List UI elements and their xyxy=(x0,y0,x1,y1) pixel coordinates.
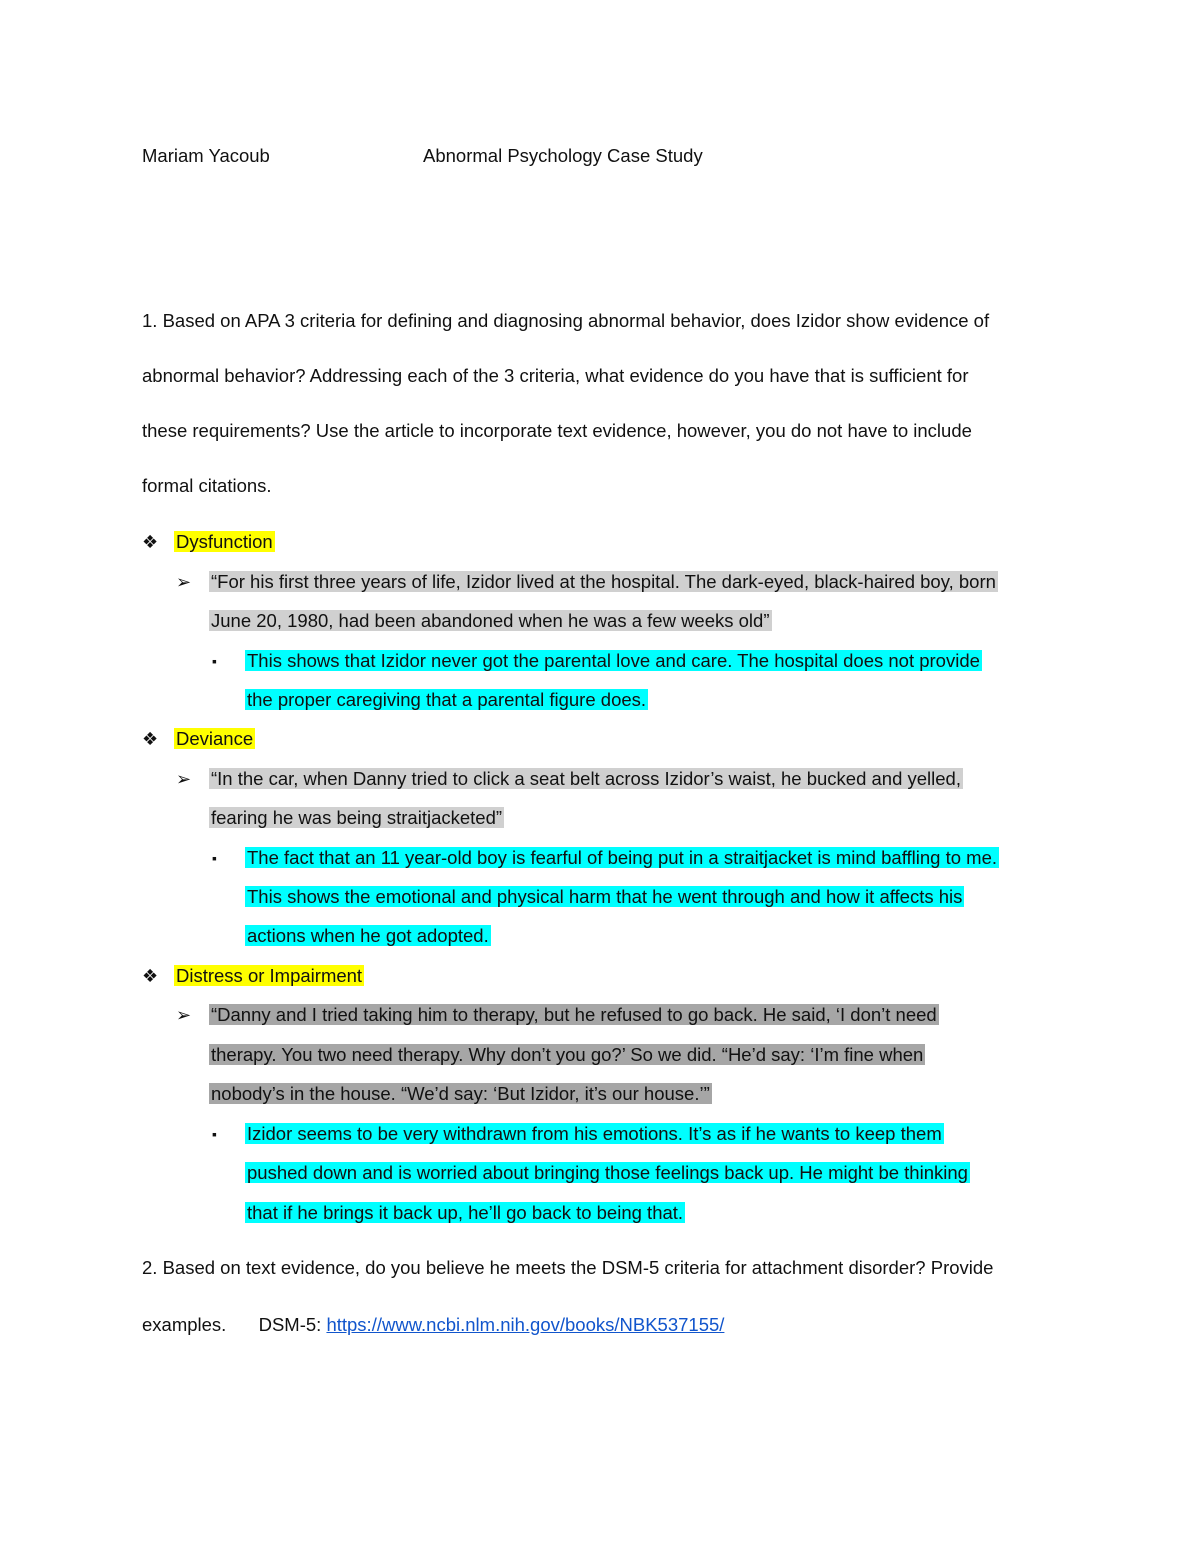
arrowhead-bullet-icon: ➢ xyxy=(176,1005,192,1025)
analysis-line: the proper caregiving that a parental figure does. xyxy=(247,689,647,710)
document-title: Abnormal Psychology Case Study xyxy=(423,145,703,166)
square-bullet-icon: ▪ xyxy=(212,850,217,866)
dsm-label: DSM-5: xyxy=(258,1314,322,1335)
q2-line: 2. Based on text evidence, do you believe he meets the DSM-5 criteria for attachment disorder? Provide xyxy=(142,1257,994,1278)
quote-line: “Danny and I tried taking him to therapy, but he refused to go back. He said, ‘I don’t need xyxy=(211,1004,937,1025)
quote-line: therapy. You two need therapy. Why don’t you go?’ So we did. “He’d say: ‘I’m fine when xyxy=(211,1044,924,1065)
q2-prefix: examples. xyxy=(142,1314,227,1335)
analysis-line: that if he brings it back up, he’ll go back to being that. xyxy=(247,1202,684,1223)
dsm-link[interactable]: https://www.ncbi.nlm.nih.gov/books/NBK537155/ xyxy=(326,1314,725,1335)
q1-line: these requirements? Use the article to incorporate text evidence, however, you do not have to include xyxy=(142,420,972,441)
analysis-line: This shows that Izidor never got the parental love and care. The hospital does not provide xyxy=(247,650,980,671)
arrowhead-bullet-icon: ➢ xyxy=(176,572,192,592)
diamond-bullet-icon: ❖ xyxy=(142,966,159,986)
analysis-line: This shows the emotional and physical harm that he went through and how it affects his xyxy=(247,886,963,907)
q1-line: abnormal behavior? Addressing each of the 3 criteria, what evidence do you have that is sufficient for xyxy=(142,365,969,386)
diamond-bullet-icon: ❖ xyxy=(142,532,159,552)
diamond-bullet-icon: ❖ xyxy=(142,729,159,749)
q1-line: formal citations. xyxy=(142,475,272,496)
quote-line: nobody’s in the house. “We’d say: ‘But Izidor, it’s our house.’” xyxy=(211,1083,710,1104)
analysis-line: pushed down and is worried about bringing those feelings back up. He might be thinking xyxy=(247,1162,968,1183)
criterion-heading: Dysfunction xyxy=(176,531,273,552)
criterion-heading: Distress or Impairment xyxy=(176,965,363,986)
criterion-heading: Deviance xyxy=(176,728,254,749)
quote-line: fearing he was being straitjacketed” xyxy=(211,807,503,828)
quote-line: “In the car, when Danny tried to click a seat belt across Izidor’s waist, he bucked and yelled, xyxy=(211,768,961,789)
author-name: Mariam Yacoub xyxy=(142,145,270,166)
square-bullet-icon: ▪ xyxy=(212,1126,217,1142)
quote-line: June 20, 1980, had been abandoned when he was a few weeks old” xyxy=(211,610,770,631)
analysis-line: Izidor seems to be very withdrawn from his emotions. It’s as if he wants to keep them xyxy=(247,1123,942,1144)
square-bullet-icon: ▪ xyxy=(212,653,217,669)
arrowhead-bullet-icon: ➢ xyxy=(176,769,192,789)
analysis-line: The fact that an 11 year-old boy is fearful of being put in a straitjacket is mind baffling to me. xyxy=(247,847,997,868)
q2-line2 xyxy=(142,1313,724,1337)
quote-line: “For his first three years of life, Izidor lived at the hospital. The dark-eyed, black-haired boy, born xyxy=(211,571,996,592)
analysis-line: actions when he got adopted. xyxy=(247,925,489,946)
q1-line: 1. Based on APA 3 criteria for defining and diagnosing abnormal behavior, does Izidor show evidence of xyxy=(142,310,990,331)
